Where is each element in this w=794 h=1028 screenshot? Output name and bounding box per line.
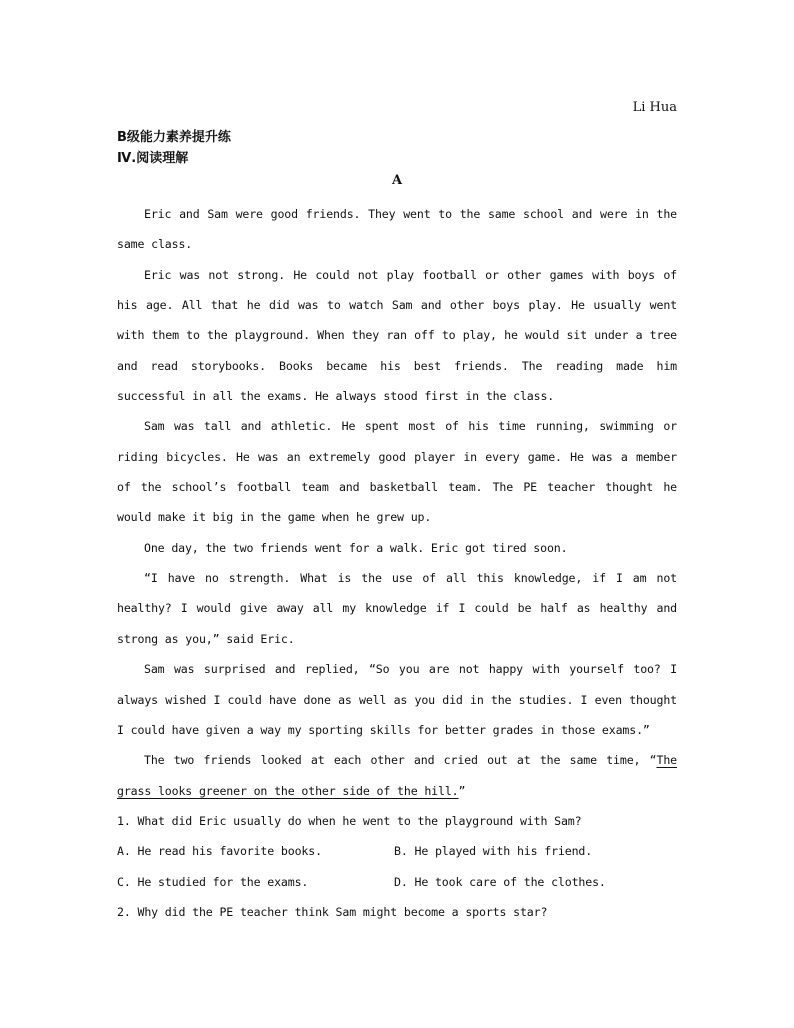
option-d: D. He took care of the clothes. [394, 874, 606, 889]
exercise-level-heading: B级能力素养提升练 [117, 130, 231, 145]
option-a: A. He read his favorite books. [117, 844, 322, 859]
final-paragraph-lead: The two friends looked at each other and cried out at the same time, “ [144, 753, 657, 768]
option-row [117, 867, 677, 897]
reading-passage [117, 199, 677, 806]
question-list [117, 806, 677, 927]
option-c: C. He studied for the exams. [117, 874, 309, 889]
question-stem: 1. What did Eric usually do when he went to the playground with Sam? [117, 814, 582, 828]
passage-paragraph: Sam was surprised and replied, “So you are not happy with yourself too? I always wished I could have done as well as you did in the studies. I even thought I could have given a way my sporting skills for better grades in those exams.” [117, 662, 677, 737]
passage-paragraph: “I have no strength. What is the use of all this knowledge, if I am not healthy? I would give away all my knowledge if I could be half as healthy and strong as you,” said Eric. [117, 571, 677, 646]
passage-paragraph: Eric and Sam were good friends. They went to the same school and were in the same class. [117, 207, 677, 252]
passage-paragraph: Sam was tall and athletic. He spent most of his time running, swimming or riding bicycles. He was an extremely good player in every game. He was a member of the school’s football team and basketball team. The PE teacher thought he would make it big in the game when he grew up. [117, 419, 677, 525]
option-row [117, 836, 677, 866]
final-paragraph-tail: ” [458, 783, 466, 798]
section-heading: Ⅳ.阅读理解 [117, 151, 189, 166]
option-b: B. He played with his friend. [394, 844, 593, 859]
passage-paragraph: One day, the two friends went for a walk. Eric got tired soon. [144, 540, 568, 555]
underlined-sentence: The grass looks greener on the other side of the hill. [117, 753, 677, 798]
passage-paragraph-final [117, 745, 677, 806]
question-stem: 2. Why did the PE teacher think Sam might become a sports star? [117, 904, 548, 919]
passage-title: A [391, 173, 403, 188]
passage-paragraph: Eric was not strong. He could not play football or other games with boys of his age. All that he did was to watch Sam and other boys play. He usually went with them to the playground. When they ran off to play, he would sit under a tree and read storybooks. Books became his best friends. The reading made him successful in all the exams. He always stood first in the class. [117, 267, 677, 404]
handwritten-signature: Li Hua [632, 100, 677, 115]
